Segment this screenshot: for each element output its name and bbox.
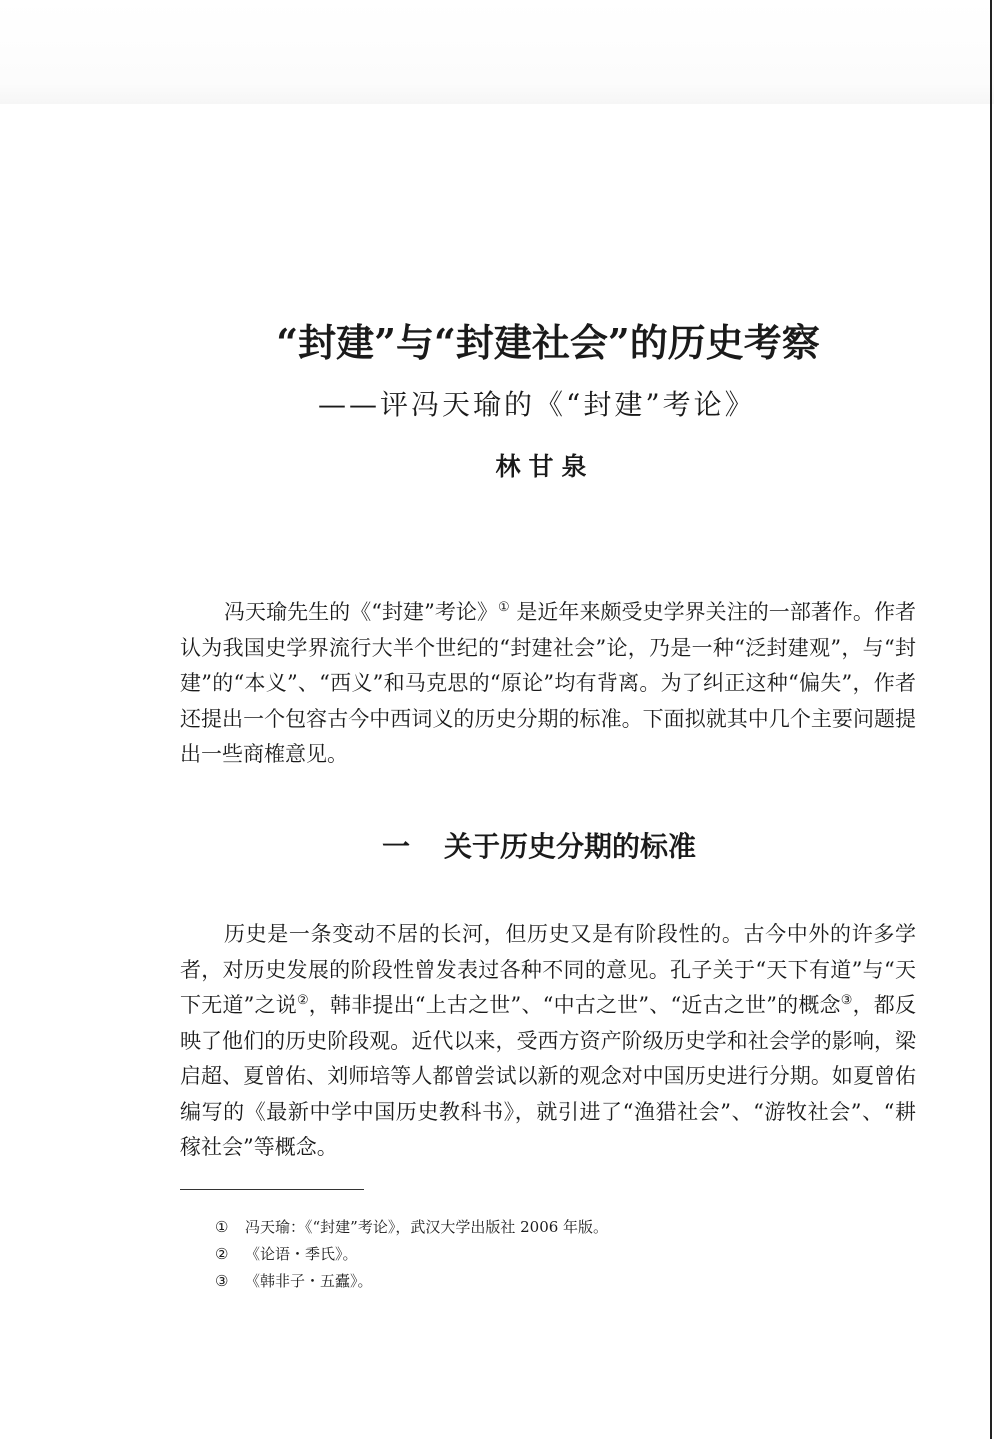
page-edge-line [990,0,992,1439]
footnote-text: 《论语・季氏》。 [245,1245,358,1263]
section-heading [382,825,696,865]
footnote-ref-3[interactable]: ③ [840,993,853,1008]
footnote-item [215,1241,608,1268]
footnote-text: 《韩非子・五蠹》。 [245,1272,373,1290]
footnote-item [215,1268,608,1295]
intro-text-1: 冯天瑜先生的《“封建”考论》 [224,600,498,624]
footnote-divider [180,1189,364,1190]
section-paragraph [180,917,916,1166]
section-text-3: ，都反映了他们的历史阶段观。近代以来，受西方资产阶级历史学和社会学的影响，梁启超、夏曾佑、刘师培等人都曾尝试以新的观念对中国历史进行分期。如夏曾佑编写的《最新中学中国历史教科书》，就引进了“渔猎社会”、“游牧社会”、“耕稼社会”等概念。 [180,993,917,1159]
footnote-mark: ② [215,1245,229,1263]
article-author: 林甘泉 [495,452,595,481]
footnote-list [215,1214,608,1295]
section-text-2: ，韩非提出“上古之世”、“中古之世”、“近古之世”的概念 [308,993,841,1017]
intro-text-2: 是近年来颇受史学界关注的一部著作。作者认为我国史学界流行大半个世纪的“封建社会”论，乃是一种“泛封建观”，与“封建”的“本义”、“西义”和马克思的“原论”均有背离。为了纠正这种“偏失”，作者还提出一个包容古今中西词义的历史分期的标准。下面拟就其中几个主要问题提出一些商榷意见。 [180,600,916,766]
footnote-item [215,1214,608,1241]
section-number: 一 [382,830,411,863]
footnote-mark: ③ [215,1272,229,1290]
footnote-text: 冯天瑜：《“封建”考论》，武汉大学出版社 2006 年版。 [245,1218,609,1236]
footnote-ref-2[interactable]: ② [296,993,309,1008]
section-text-1: 历史是一条变动不居的长河，但历史又是有阶段性的。古今中外的许多学者，对历史发展的阶段性曾发表过各种不同的意见。孔子关于“天下有道”与“天下无道”之说 [180,922,916,1017]
intro-paragraph [180,595,916,773]
article-subtitle: ——评冯天瑜的《“封建”考论》 [318,388,756,421]
page-top-shade [0,0,994,104]
section-title: 关于历史分期的标准 [444,830,697,863]
footnote-mark: ① [215,1218,229,1236]
article-title: “封建”与“封建社会”的历史考察 [276,320,820,365]
footnote-ref-1[interactable]: ① [497,600,510,615]
